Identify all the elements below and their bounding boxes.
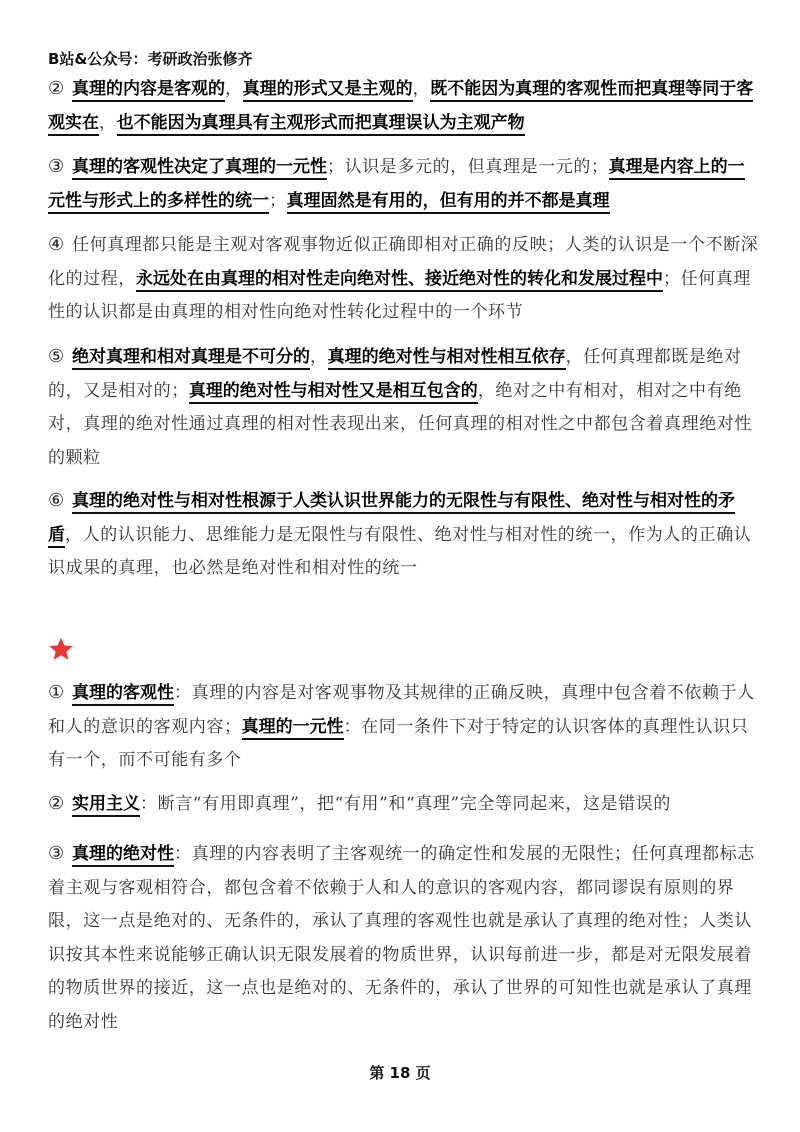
body-text: ：在同一条件下对于特定的认识客体的真理性认识只有一个，而不可能有多个 xyxy=(48,716,749,770)
key-point-underlined: 真理的绝对性 xyxy=(72,844,174,867)
key-point-underlined: 实用主义 xyxy=(72,794,140,817)
body-text: ：断言“有用即真理”，把“有用”和“真理”完全等同起来，这是错误的 xyxy=(140,794,671,814)
star-shape xyxy=(49,638,73,660)
key-point-underlined: 真理的绝对性与相对性又是相互包含的 xyxy=(189,381,478,404)
list-item xyxy=(48,340,760,475)
item-number-marker: ② xyxy=(48,78,65,99)
page-header-source: B站&公众号：考研政治张修齐 xyxy=(48,50,253,68)
key-point-underlined: 也不能因为真理具有主观形式而把真理误认为主观产物 xyxy=(117,113,525,136)
page-number: 第 18 页 xyxy=(369,1064,431,1082)
star-icon xyxy=(48,636,74,662)
body-text: ， xyxy=(99,112,117,133)
body-text: ：真理的内容表明了主客观统一的确定性和发展的无限性；任何真理都标志着主观与客观相符合，都包含着不依赖于人和人的意识的客观内容，都同谬误有原则的界限，这一点是绝对的、无条件的，承认了真理的客观性也就是承认了真理的绝对性；人类认识按其本性来说能够正确认识无限发展着的物质世界，认识每前进一步，都是对无限发展着的物质世界的接近，这一点也是绝对的、无条件的，承认了世界的可知性也就是承认了真理的绝对性 xyxy=(48,844,755,1032)
key-point-underlined: 真理的客观性决定了真理的一元性 xyxy=(72,157,327,180)
body-text: ， xyxy=(412,79,431,99)
key-point-underlined: 真理的内容是客观的 xyxy=(72,79,225,102)
body-text: ， xyxy=(310,347,328,367)
key-point-underlined: 真理固然是有用的，但有用的并不都是真理 xyxy=(287,191,610,214)
body-text: ； xyxy=(269,190,287,211)
key-point-underlined: 真理的一元性 xyxy=(242,717,344,740)
body-text: ，绝对之中有相对，相对之中有绝对，真理的绝对性通过真理的相对性表现出来，任何真理的相对性之中都包含着真理绝对性的颗粒 xyxy=(48,380,752,468)
body-text: ；任何真理性的认识都是由真理的相对性向绝对性转化过程中的一个环节 xyxy=(48,268,751,322)
item-number-marker: ⑥ xyxy=(48,490,65,511)
body-text: 任何真理都只能是主观对客观事物近似正确即相对正确的反映；人类的认识是一个不断深化的过程， xyxy=(48,235,759,289)
key-point-underlined: 真理的绝对性与相对性相互依存 xyxy=(328,347,566,370)
item-number-marker: ② xyxy=(48,793,65,814)
list-item xyxy=(48,676,760,778)
body-text: ；认识是多元的，但真理是一元的； xyxy=(327,157,609,177)
list-item xyxy=(48,837,760,1039)
key-point-underlined: 永远处在由真理的相对性走向绝对性、接近绝对性的转化和发展过程中 xyxy=(136,269,663,292)
body-text: ， xyxy=(225,79,243,99)
item-number-marker: ⑤ xyxy=(48,346,65,367)
item-number-marker: ① xyxy=(48,682,65,703)
key-point-underlined: 真理的客观性 xyxy=(72,683,174,706)
key-point-underlined: 真理的绝对性与相对性根源于人类认识世界能力的无限性与有限性、绝对性与相对性的矛盾 xyxy=(48,491,735,548)
item-number-marker: ③ xyxy=(48,156,65,177)
item-number-marker: ③ xyxy=(48,843,65,864)
list-item xyxy=(48,150,760,218)
item-number-marker: ④ xyxy=(48,234,65,255)
key-point-underlined: 绝对真理和相对真理是不可分的 xyxy=(72,347,310,370)
list-item xyxy=(48,228,760,330)
list-item xyxy=(48,484,760,586)
body-text: ：真理的内容是对客观事物及其规律的正确反映，真理中包含着不依赖于人和人的意识的客观内容； xyxy=(48,683,755,737)
key-point-underlined: 既不能因为真理的客观性而把真理等同于客观实在 xyxy=(48,79,753,136)
key-point-underlined: 真理的形式又是主观的 xyxy=(243,79,413,102)
body-text: ，任何真理都既是绝对的，又是相对的； xyxy=(48,347,742,401)
body-text: ，人的认识能力、思维能力是无限性与有限性、绝对性与相对性的统一，作为人的正确认识成果的真理，也必然是绝对性和相对性的统一 xyxy=(48,524,752,578)
list-item xyxy=(48,787,760,822)
key-point-underlined: 真理是内容上的一元性与形式上的多样性的统一 xyxy=(48,157,745,214)
list-item xyxy=(48,72,760,140)
